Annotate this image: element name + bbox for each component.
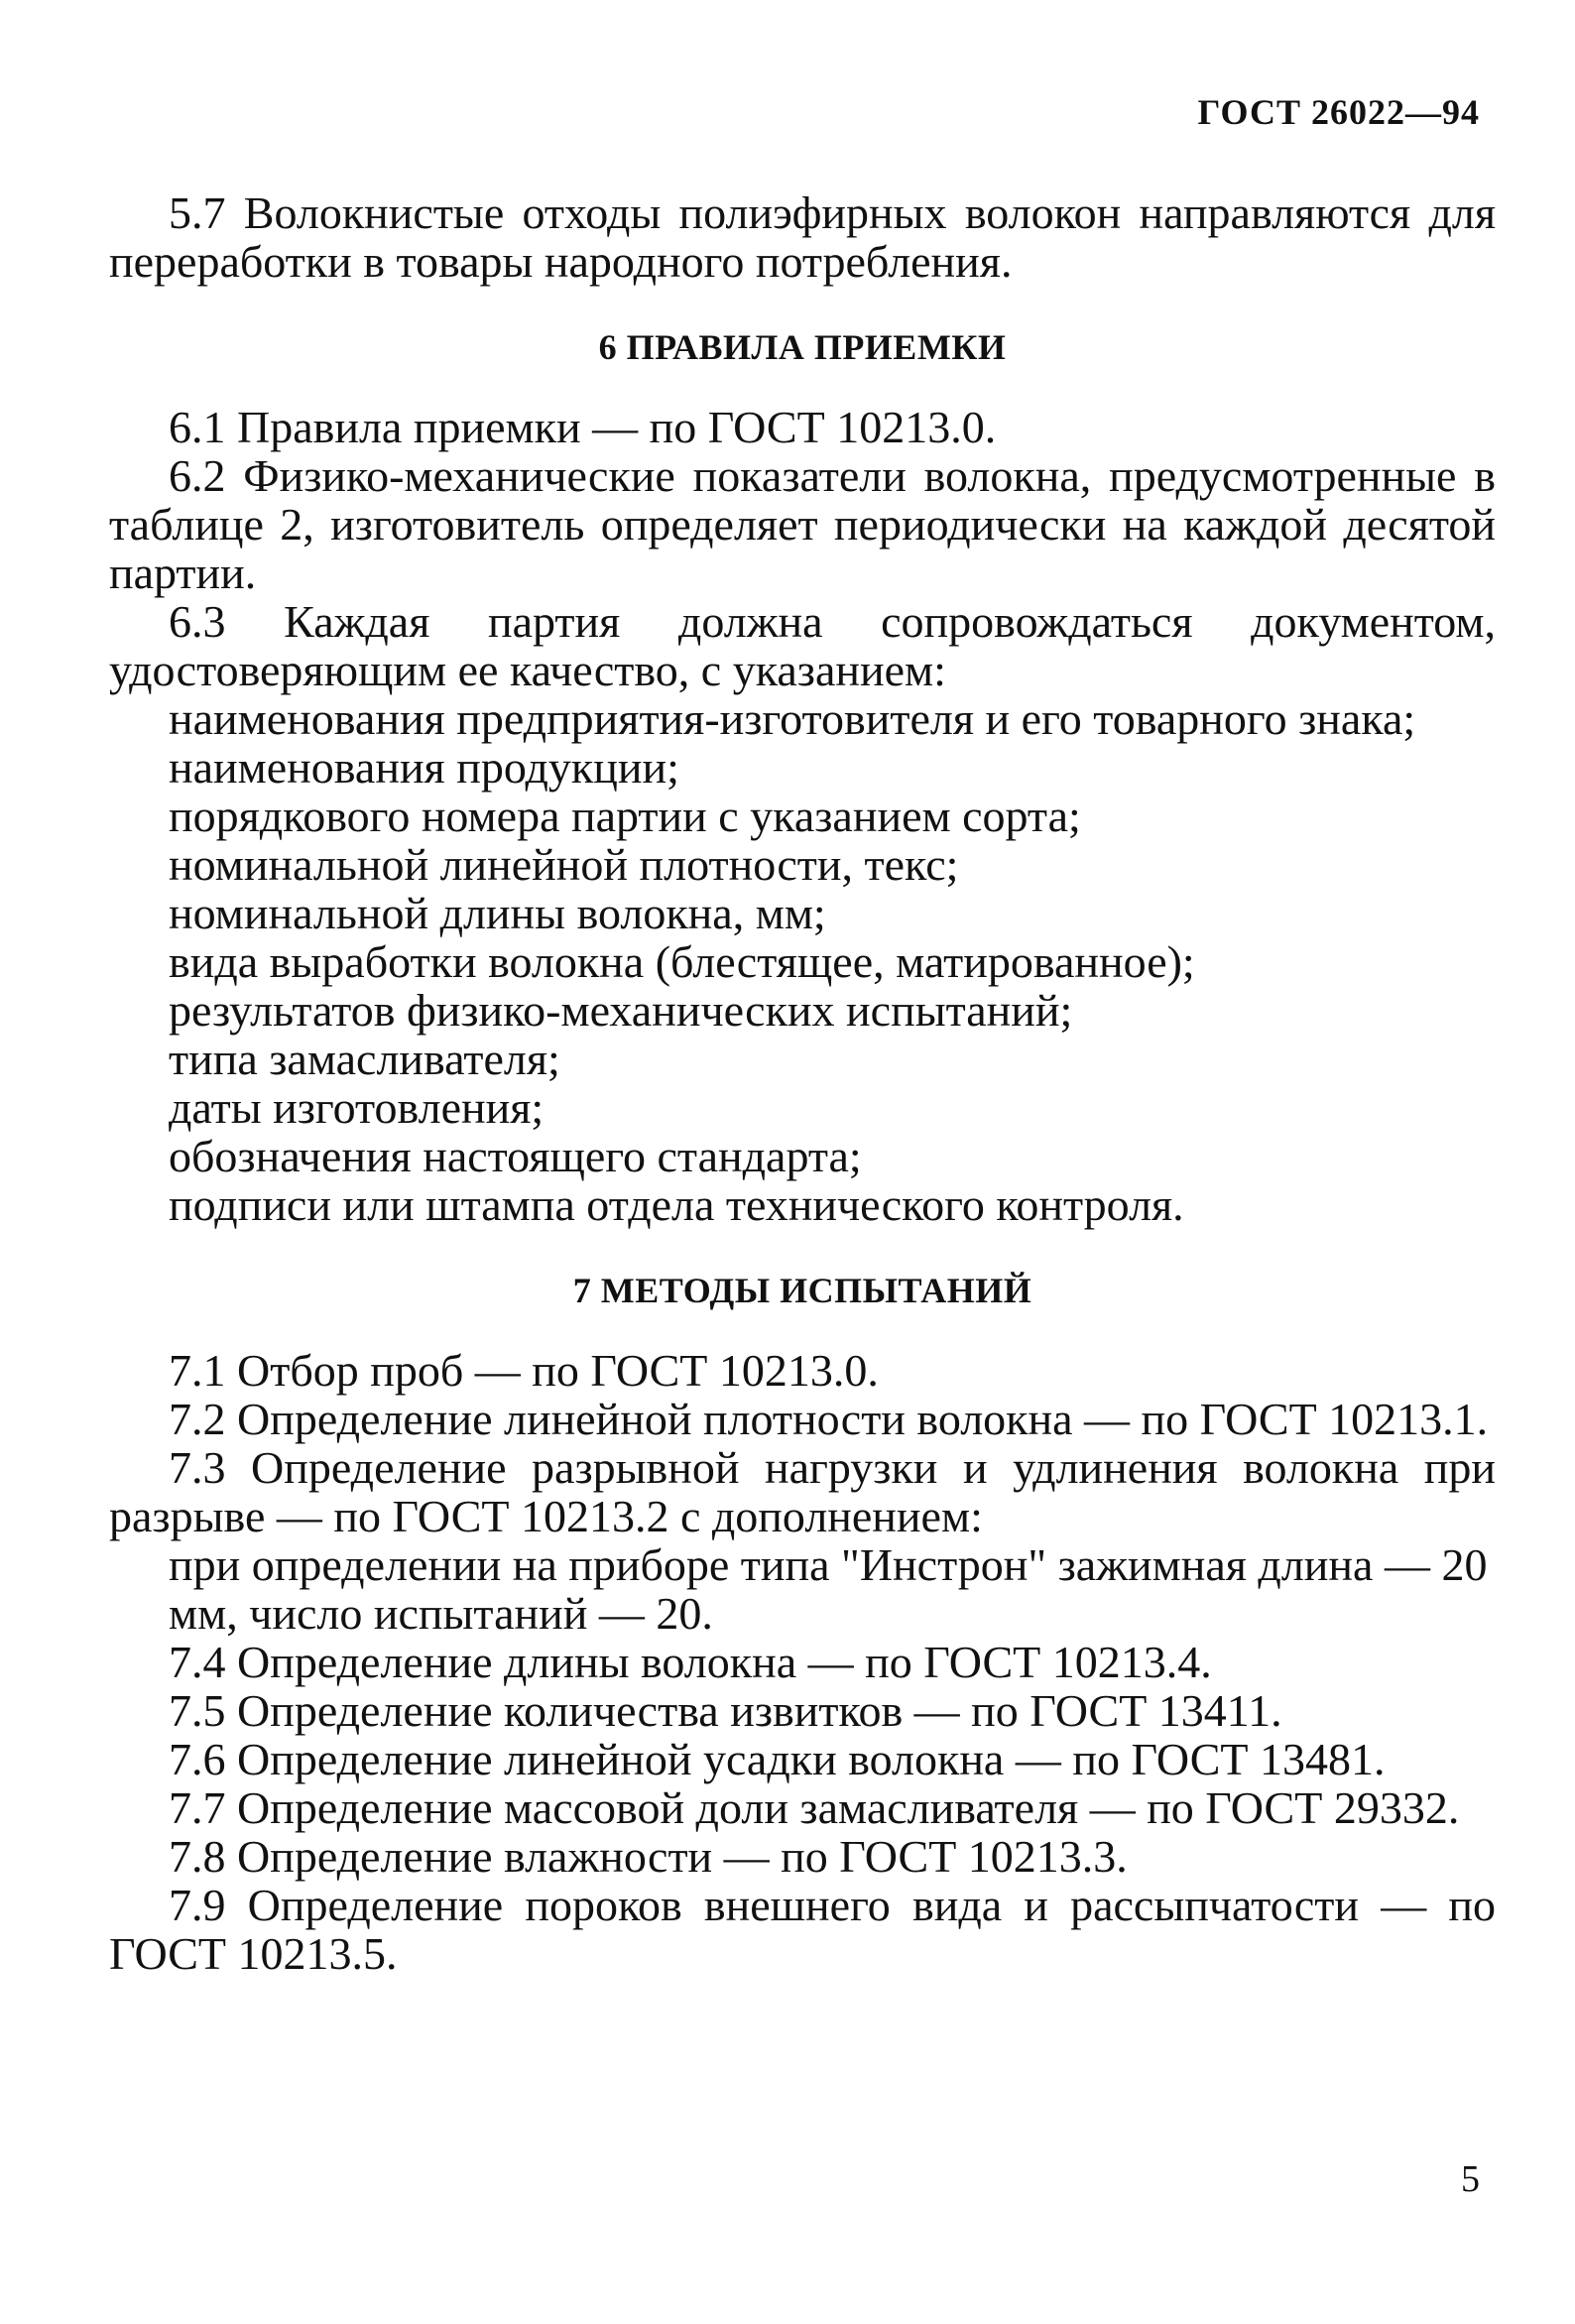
standard-designation: ГОСТ 26022—94 — [1197, 92, 1480, 132]
list-item: наименования предприятия-изготовителя и его товарного знака; — [169, 693, 1416, 744]
paragraph-5-7: 5.7 Волокнистые отходы полиэфирных волокон направляются для переработки в товары народного потребления. — [109, 187, 1496, 287]
section-heading-6: 6 ПРАВИЛА ПРИЕМКИ — [598, 327, 1007, 367]
section-heading-7: 7 МЕТОДЫ ИСПЫТАНИЙ — [572, 1271, 1032, 1310]
paragraph-7-3: 7.3 Определение разрывной нагрузки и удлинения волокна при разрыве — по ГОСТ 10213.2 с дополнением: — [109, 1442, 1496, 1541]
list-item: порядкового номера партии с указанием сорта; — [169, 791, 1081, 841]
document-requisites-list — [109, 694, 1496, 1229]
document-body — [109, 188, 1496, 1978]
paragraph-7-2: 7.2 Определение линейной плотности волокна — по ГОСТ 10213.1. — [169, 1394, 1489, 1444]
paragraph-6-2: 6.2 Физико-механические показатели волокна, предусмотренные в таблице 2, изготовитель определяет периодически на каждой десятой партии. — [109, 450, 1496, 598]
paragraph-7-4: 7.4 Определение длины волокна — по ГОСТ 10213.4. — [169, 1637, 1212, 1687]
paragraph-6-1: 6.1 Правила приемки — по ГОСТ 10213.0. — [169, 402, 997, 452]
list-item: типа замасливателя; — [169, 1034, 560, 1084]
paragraph-7-9: 7.9 Определение пороков внешнего вида и рассыпчатости — по ГОСТ 10213.5. — [109, 1880, 1496, 1979]
page-number: 5 — [1461, 2158, 1480, 2200]
paragraph-6-3: 6.3 Каждая партия должна сопровождаться документом, удостоверяющим ее качество, с указанием: — [109, 596, 1496, 695]
list-item: вида выработки волокна (блестящее, матированное); — [169, 936, 1195, 987]
paragraph-7-5: 7.5 Определение количества извитков — по ГОСТ 13411. — [169, 1685, 1282, 1736]
list-item: номинальной линейной плотности, текс; — [169, 839, 959, 890]
list-item: результатов физико-механических испытаний; — [169, 985, 1073, 1036]
list-item: наименования продукции; — [169, 742, 679, 793]
list-item: номинальной длины волокна, мм; — [169, 888, 826, 938]
paragraph-7-6: 7.6 Определение линейной усадки волокна — по ГОСТ 13481. — [169, 1734, 1386, 1784]
paragraph-7-8: 7.8 Определение влажности — по ГОСТ 10213.3. — [169, 1831, 1128, 1882]
paragraph-7-7: 7.7 Определение массовой доли замасливателя — по ГОСТ 29332. — [169, 1782, 1460, 1833]
paragraph-7-3-addition: при определении на приборе типа "Инстрон" зажимная длина — 20 мм, число испытаний — 20. — [169, 1539, 1488, 1639]
list-item: даты изготовления; — [169, 1082, 545, 1133]
paragraph-7-1: 7.1 Отбор проб — по ГОСТ 10213.0. — [169, 1345, 879, 1396]
list-item: обозначения настоящего стандарта; — [169, 1131, 862, 1181]
list-item: подписи или штампа отдела технического контроля. — [169, 1179, 1184, 1230]
